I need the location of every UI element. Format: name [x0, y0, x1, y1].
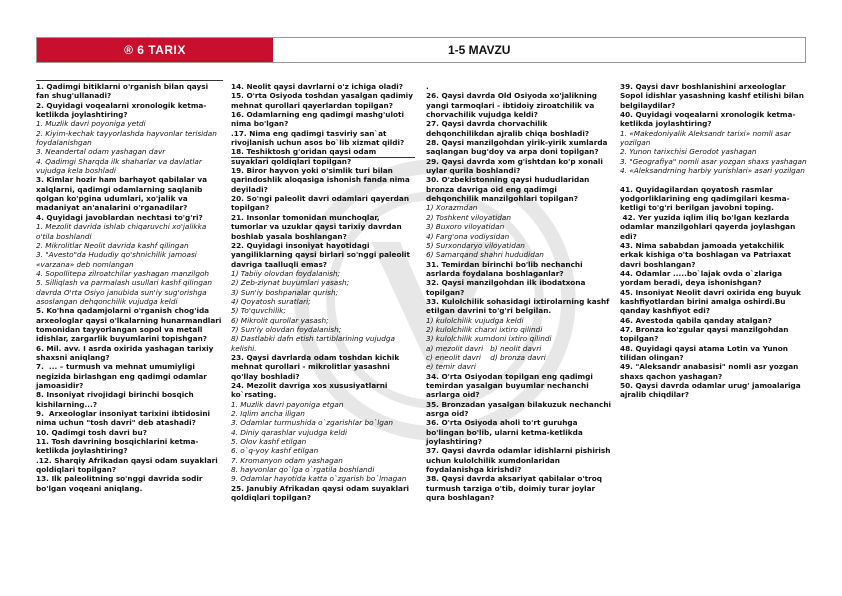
question-text: 34. O'rta Osiyodan topilgan eng qadimgi temirdan yasalgan buyumlar nechanchi asrlarga oid?	[426, 371, 596, 400]
question-text: 42. Yer yuzida iqlim iliq bo'lgan kezlarda odamlar manzilgohlari qayerda joylashgan edi?	[620, 212, 798, 241]
answer-option: 1. «Makedoniyalik Aleksandr tarixi» nomli asar yozilgan	[620, 128, 794, 148]
question-text: 38. Qaysi davrda aksariyat qabilalar o'troq turmush tarziga o'tib, doimiy turar joylar qura boshlagan?	[426, 474, 605, 503]
question-text: 46. Avestoda qabila qanday atalgan?	[620, 315, 772, 325]
answer-option: 8) Dastlabki dafn etish tartiblarining vujudga kelishi.	[231, 334, 398, 353]
question-text: 41. Quyidagilardan qoyatosh rasmlar yodgorliklarining eng qadimgilari kesma-ketligi to'g'ri berilgan javobni toping.	[620, 184, 790, 213]
answer-option: 5) Surxondaryo viloyatidan	[426, 240, 525, 250]
question-column-2	[231, 82, 415, 502]
question-text: 37. Qaysi davrda odamlar idishlarni pishirish uchun kulolchilik xumdonlaridan foydalanishga kirishdi?	[426, 446, 613, 475]
question-text: .12. Sharqiy Afrikadan qaysi odam suyaklari qoldiqlari topilgan?	[36, 455, 221, 475]
question-text: 30. O'zbekistonning qaysi hududlaridan bronza davriga oid eng qadimgi dehqonchilik manzilgohlari topilgan?	[426, 175, 592, 204]
question-column-4	[620, 82, 808, 400]
question-text: 36. O'rta Osiyoda aholi to'rt guruhga bo'lingan bo'lib, ularni ketma-ketlikda joylashtiring?	[426, 418, 586, 447]
question-text: 25. Janubiy Afrikadan qaysi odam suyaklari qoldiqlari topilgan?	[231, 483, 412, 503]
answer-option: 3) kulolchilik xumdoni ixtiro qilindi	[426, 334, 552, 344]
answer-option: 6) Mikrolit qurollar yasash;	[231, 315, 329, 325]
question-text: 31. Temirdan birinchi bo'lib nechanchi asrlarda foydalana boshlaganlar?	[426, 259, 586, 278]
question-text: 18. Teshiktosh g'oridan qaysi odam suyaklari qoldiqlari topilgan?	[231, 147, 379, 166]
answer-option: 4) Farg'ona vodiysidan	[426, 231, 510, 241]
answer-option: 4. Qadimgi Sharqda ilk shaharlar va davlatlar vujudga kela boshladi	[36, 156, 205, 176]
answer-option: 7. Kromanyon odam yashagan	[231, 455, 343, 465]
question-text: 23. Qaysi davrlarda odam toshdan kichik mehnat qurollari - mikrolitlar yasashni qo'llay boshladi?	[231, 352, 402, 381]
question-column-1	[36, 82, 223, 493]
question-text: 24. Mezolit davriga xos xususiyatlarni ko`rsating.	[231, 381, 390, 400]
question-text: 5. Ko'hna qadamjolarni o'rganish chog'ida arxeologlar qaysi o'lkalarning hunarmandlari tomonidan tayyorlangan sopol va metall idishlar, zargarlik buyumlarini topishgan?	[36, 306, 224, 344]
question-text: 50. Qaysi davrda odamlar urug' jamoalariga ajralib chiqdilar?	[620, 381, 804, 400]
question-text: 44. Odamlar .....bo`lajak ovda o`zlariga yordam beradi, deya ishonishgan?	[620, 268, 785, 288]
answer-option: 7) Sun'iy olovdan foydalanish;	[231, 324, 342, 334]
question-text: 15. O'rta Osiyoda toshdan yasalgan qadimiy mehnat qurollari qayerlardan topilgan?	[231, 91, 416, 110]
answer-option: 1) Tabiiy olovdan foydalanish;	[231, 268, 341, 278]
question-text: 9. Arxeologlar insoniyat tarixini ibtidosini nima uchun "tosh davri" deb atashadi?	[36, 409, 213, 428]
question-text: 4. Quyidagi javoblardan nechtasi to'g'ri?	[36, 212, 203, 222]
answer-option: 5) To'quvchilik;	[231, 306, 286, 316]
answer-option: 2) Toshkent viloyatidan	[426, 212, 512, 222]
question-text: 45. Insoniyat Neolit davri oxirida eng buyuk kashfiyotlardan birini amalga oshirdi.Bu qanday kashfiyot edi?	[620, 287, 804, 316]
question-text: 33. Kulolchilik sohasidagi ixtirolarning kashf etilgan davrini to'g'ri belgilan.	[426, 296, 612, 316]
answer-option: 3) Sun'iy boshpanalar qurish;	[231, 287, 339, 297]
answer-option: 4) Qoyatosh suratlari;	[231, 296, 311, 306]
answer-option: 3. "Avesto"da Hududiy qo'shnichilik jamoasi «varzana» deb nomlangan	[36, 250, 200, 269]
question-text: 11. Tosh davrining bosqichlarini ketma-ketlikda joylashtiring?	[36, 437, 199, 456]
answer-option: 5. Silliqlash va parmalash usullari kashf qilingan davrda O'rta Osiyo janubida sun'iy sug'orishga asoslangan dehqonchilik vujudga keldi	[36, 278, 215, 306]
answer-option: 6) Samarqand shahri hududidan	[426, 250, 544, 260]
answer-option: 1) Xorazmdan	[426, 203, 478, 213]
page-header	[36, 37, 806, 63]
answer-option	[620, 175, 808, 184]
question-text: 3. Kimlar hozir ham barhayot qabilalar va xalqlarni, qadimgi odamlarning saqlanib qolgan ko'pgina udumlari, xo'jalik va madaniyat an'analarini o'rganadilar?	[36, 175, 210, 213]
answer-option: 4. Diniy qarashlar vujudga keldi	[231, 427, 348, 437]
question-text: 10. Qadimgi tosh davri bu?	[36, 427, 147, 437]
answer-option: 2. Mikrolitlar Neolit davrida kashf qilingan	[36, 240, 189, 250]
question-text: 47. Bronza ko'zgular qaysi manzilgohdan topilgan?	[620, 324, 792, 344]
answer-option: 2. Yunon tarixchisi Gerodot yashagan	[620, 147, 757, 157]
question-text: 28. Qaysi manzilgohdan yirik-yirik xumlarda saqlangan bug'doy va arpa doni topilgan?	[426, 138, 611, 157]
question-text: 27. Qaysi davrda chorvachilik dehqonchilikdan ajralib chiqa boshladi?	[426, 119, 590, 138]
answer-option: 2) kulolchilik charxi ixtiro qilindi	[426, 324, 543, 334]
question-text: 48. Quyidagi qaysi atama Lotin va Yunon tilidan olingan?	[620, 343, 791, 362]
question-text: 26. Qaysi davrda Old Osiyoda xo'jalikning yangi tarmoqlari - ibtidoiy ziroatchilik va chorvachilik vujudga keldi?	[426, 91, 600, 120]
answer-option: 4. Sopollitepa zilroatchilar yashagan manzilgoh	[36, 268, 210, 278]
question-text: .	[426, 82, 429, 91]
topic-title: 1-5 MAVZU	[448, 43, 511, 57]
question-text: 20. So'ngi paleolit davri odamlari qayerdan topilgan?	[231, 194, 412, 213]
question-text: 19. Biror hayvon yoki o'simlik turi bilan qarindoshlik aloqasiga ishonish fanda nima deyiladi?	[231, 166, 413, 194]
answer-option: 2) Zeb-ziynat buyumlari yasash;	[231, 278, 350, 288]
question-text: 29. Qaysi davrda xom g'ishtdan ko'p xonali uylar qurila boshlandi?	[426, 156, 606, 176]
question-text: 14. Neolit qaysi davrlarni o'z ichiga oladi?	[231, 82, 404, 91]
answer-option: 8. hayvonlar qo`lga o`rgatila boshlandi	[231, 465, 375, 475]
question-text: .17. Nima eng qadimgi tasviriy san`at rivojlanish uchun asos bo`lib xizmat qildi?	[231, 128, 405, 148]
answer-option: 4. «Aleksandrning harbiy yurishlari» asari yozilgan	[620, 166, 805, 176]
question-text: 7. ... – turmush va mehnat umumiyligi negizida birlashgan eng qadimgi odamlar jamoasidir?	[36, 362, 210, 390]
subject-title: ® 6 TARIX	[37, 38, 273, 62]
question-column-3	[426, 82, 612, 502]
question-text: 16. Odamlarning eng qadimgi mashg'uloti nima bo'lgan?	[231, 110, 407, 129]
question-text: 1. Qadimgi bitiklarni o'rganish bilan qaysi fan shug'ullanadi?	[36, 82, 211, 101]
answer-option: c) eneolit davri d) bronza davri	[426, 352, 546, 362]
answer-option: 3. "Geografiya" nomli asar yozgan shaxs yashagan	[620, 156, 807, 166]
answer-option: 1) kulolchilik vujudga keldi	[426, 315, 524, 325]
question-text: 35. Bronzadan yasalgan bilakuzuk nechanchi asrga oid?	[426, 399, 614, 419]
answer-option: 9. Odamlar hayotida katta o`zgarish bo`lmagan	[231, 474, 407, 484]
answer-option: 5. Olov kashf etilgan	[231, 437, 307, 447]
answer-option: 6. o`q-yoy kashf etilgan	[231, 446, 319, 456]
question-text: 13. Ilk paleolitning so'nggi davrida sodir bo'lgan voqeani aniqlang.	[36, 474, 206, 493]
question-text: 21. Insonlar tomonidan munchoqlar, tumorlar va uzuklar qaysi tarixiy davrdan boshlab yasala boshlangan?	[231, 212, 405, 241]
question-text: 49. "Aleksandr anabasisi" nomli asr yozgan shaxs qachon yashagan?	[620, 362, 801, 381]
answer-option: 1. Muzlik davri poyoniga yetdi	[36, 119, 146, 129]
answer-option: 1. Muzlik davri payoniga etgan	[231, 399, 344, 409]
question-text: 22. Quyidagi insoniyat hayotidagi yangiliklarning qaysi birlari so'nggi paleolit davriga taalluqli emas?	[231, 240, 413, 269]
answer-option: 3. Neandertal odam yashagan davr	[36, 147, 166, 157]
answer-option: a) mezolit davri b) neolit davri	[426, 343, 542, 353]
question-text: 43. Nima sababdan jamoada yetakchilik erkak kishiga o'ta boshlagan va Patriaxat davri boshlangan?	[620, 240, 794, 269]
answer-option: 3. Odamlar turmushida o`zgarishlar bo`lgan	[231, 418, 393, 428]
answer-option: 2. Kiyim-kechak tayyorlashda hayvonlar terisidan foydalanishgan	[36, 128, 220, 148]
column-divider-1	[36, 80, 223, 81]
answer-option: 3) Buxoro viloyatidan	[426, 222, 505, 232]
question-text: 6. Mil. avv. I asrda oxirida yashagan tarixiy shaxsni aniqlang?	[36, 343, 216, 362]
answer-option: 2. Iqlim ancha iligan	[231, 409, 305, 419]
answer-option: 1. Mezolit davrida ishlab chiqaruvchi xo'jalikka o'tila boshlandi	[36, 222, 209, 241]
question-text: 8. Insoniyat rivojidagi birinchi bosqich kishilarning...?	[36, 390, 197, 409]
question-text: 32. Qaysi manzilgohdan ilk ibodatxona topilgan?	[426, 278, 588, 297]
question-text: 39. Qaysi davr boshlanishini arxeologlar Sopol idishlar yasashning kashf etilishi bilan belgilaydilar?	[620, 82, 807, 110]
question-text: 2. Quyidagi voqealarni xronologik ketma-ketlikda joylashtiring?	[36, 100, 207, 120]
question-text: 40. Quyidagi voqealarni xronologik ketma-ketlikda joylashtiring?	[620, 110, 796, 129]
answer-option: e) temir davri	[426, 362, 476, 372]
